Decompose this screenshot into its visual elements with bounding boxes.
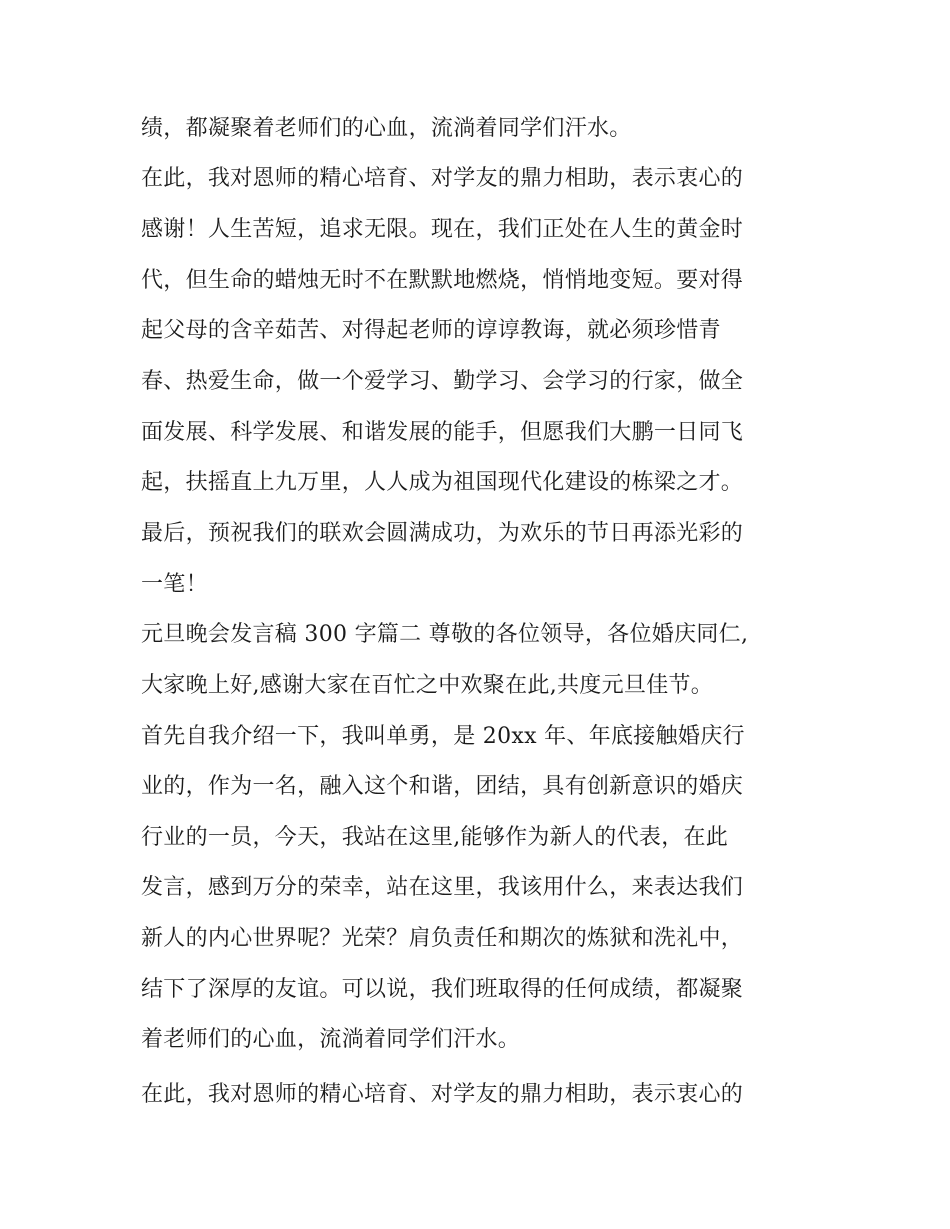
text-line: 在此，我对恩师的精心培育、对学友的鼎力相助，表示衷心的	[141, 1082, 744, 1107]
text-line: 绩，都凝聚着老师们的心血，流淌着同学们汗水。	[141, 116, 632, 141]
text-line: 着老师们的心血，流淌着同学们汗水。	[141, 1027, 521, 1052]
text-line: 行业的一员，今天，我站在这里,能够作为新人的代表，在此	[141, 825, 729, 850]
text-line: 新人的内心世界呢？光荣？肩负责任和期次的炼狱和洗礼中，	[141, 926, 744, 951]
text-line: 最后，预祝我们的联欢会圆满成功，为欢乐的节日再添光彩的	[141, 521, 744, 546]
text-line: 首先自我介绍一下，我叫单勇，是 20xx 年、年底接触婚庆行	[141, 724, 745, 749]
text-line: 在此，我对恩师的精心培育、对学友的鼎力相助，表示衷心的	[141, 166, 744, 191]
text-line: 大家晚上好,感谢大家在百忙之中欢聚在此,共度元旦佳节。	[141, 673, 714, 698]
text-line: 元旦晚会发言稿 300 字篇二 尊敬的各位领导，各位婚庆同仁,	[141, 622, 749, 647]
text-line: 发言，感到万分的荣幸，站在这里，我该用什么，来表达我们	[141, 875, 744, 900]
text-line: 感谢！人生苦短，追求无限。现在，我们正处在人生的黄金时	[141, 217, 744, 242]
text-line: 起父母的含辛茹苦、对得起老师的谆谆教诲，就必须珍惜青	[141, 318, 721, 343]
text-line: 结下了深厚的友谊。可以说，我们班取得的任何成绩，都凝聚	[141, 977, 744, 1002]
text-line: 面发展、科学发展、和谐发展的能手，但愿我们大鹏一日同飞	[141, 420, 744, 445]
text-line: 春、热爱生命，做一个爱学习、勤学习、会学习的行家，做全	[141, 369, 744, 394]
text-line: 一笔！	[141, 572, 208, 597]
text-line: 业的，作为一名，融入这个和谐，团结，具有创新意识的婚庆	[141, 774, 744, 799]
text-line: 代，但生命的蜡烛无时不在默默地燃烧，悄悄地变短。要对得	[141, 268, 744, 293]
text-line: 起，扶摇直上九万里，人人成为祖国现代化建设的栋梁之才。	[141, 470, 744, 495]
